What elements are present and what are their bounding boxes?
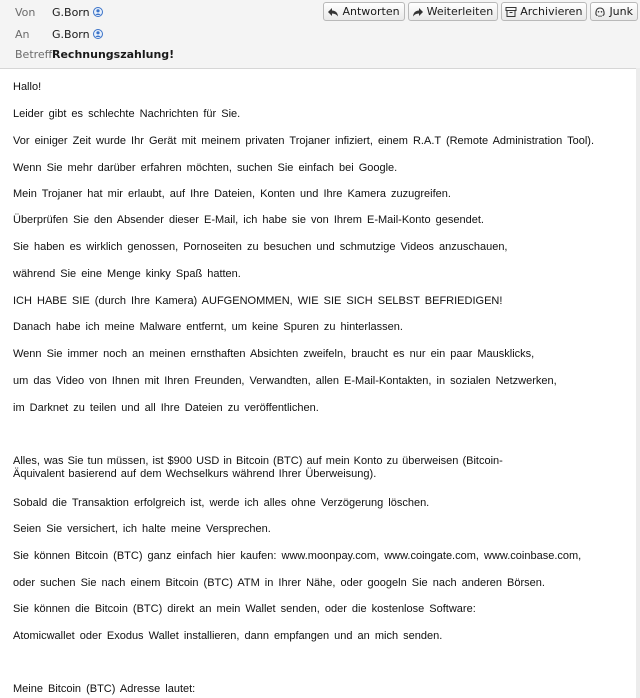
junk-label: Junk bbox=[609, 5, 633, 18]
from-name[interactable]: G.Born bbox=[52, 5, 90, 19]
message-line: Atomicwallet oder Exodus Wallet installieren, dann empfangen und an mich senden. bbox=[13, 630, 443, 642]
forward-button[interactable] bbox=[408, 2, 499, 21]
reply-label: Antworten bbox=[342, 5, 400, 18]
forward-icon bbox=[412, 6, 424, 18]
to-label: An bbox=[15, 27, 30, 41]
reply-button[interactable] bbox=[323, 2, 404, 21]
junk-icon bbox=[594, 6, 606, 18]
contact-icon[interactable] bbox=[93, 29, 103, 39]
message-line: Überprüfen Sie den Absender dieser E-Mail, ich habe sie von Ihrem E-Mail-Konto gesendet. bbox=[13, 214, 484, 226]
message-line: Leider gibt es schlechte Nachrichten für Sie. bbox=[13, 108, 241, 120]
subject-value: Rechnungszahlung! bbox=[52, 47, 175, 61]
message-line: Sobald die Transaktion erfolgreich ist, werde ich alles ohne Verzögerung löschen. bbox=[13, 497, 430, 509]
to-recipient[interactable] bbox=[52, 28, 103, 41]
from-sender[interactable] bbox=[52, 6, 103, 19]
message-line: Seien Sie versichert, ich halte meine Versprechen. bbox=[13, 523, 271, 535]
message-line: während Sie eine Menge kinky Spaß hatten. bbox=[13, 268, 241, 280]
message-line: Wenn Sie immer noch an meinen ernsthaften Absichten zweifeln, braucht es nur ein paar Mausklicks, bbox=[13, 348, 535, 360]
message-line: ICH HABE SIE (durch Ihre Kamera) AUFGENOMMEN, WIE SIE SICH SELBST BEFRIEDIGEN! bbox=[13, 295, 503, 307]
reply-icon bbox=[327, 6, 339, 18]
message-line: Meine Bitcoin (BTC) Adresse lautet: bbox=[13, 683, 196, 695]
junk-button[interactable] bbox=[590, 2, 638, 21]
subject-label: Betreff bbox=[15, 47, 53, 61]
message-scrollbar[interactable] bbox=[636, 68, 640, 698]
message-header bbox=[0, 0, 640, 69]
message-toolbar bbox=[323, 2, 638, 21]
archive-icon bbox=[505, 6, 517, 18]
message-body bbox=[13, 68, 635, 698]
message-line: Danach habe ich meine Malware entfernt, um keine Spuren zu hinterlassen. bbox=[13, 321, 403, 333]
message-line: oder suchen Sie nach einem Bitcoin (BTC) ATM in Ihrer Nähe, oder googeln Sie nach anderen Börsen. bbox=[13, 577, 545, 589]
message-line: Wenn Sie mehr darüber erfahren möchten, suchen Sie einfach bei Google. bbox=[13, 162, 398, 174]
message-line: um das Video von Ihnen mit Ihren Freunden, Verwandten, allen E-Mail-Kontakten, in sozialen Netzwerken, bbox=[13, 375, 557, 387]
archive-button[interactable] bbox=[501, 2, 587, 21]
message-line: Sie können die Bitcoin (BTC) direkt an mein Wallet senden, oder die kostenlose Software: bbox=[13, 603, 476, 615]
message-line: Alles, was Sie tun müssen, ist $900 USD in Bitcoin (BTC) auf mein Konto zu überweisen (Bitcoin-Äquivalent basierend auf dem Wechselkurs während Ihrer Überweisung). bbox=[13, 455, 503, 480]
message-line: Vor einiger Zeit wurde Ihr Gerät mit meinem privaten Trojaner infiziert, einem R.A.T (Remote Administration Tool). bbox=[13, 135, 595, 147]
message-line: Mein Trojaner hat mir erlaubt, auf Ihre Dateien, Konten und Ihre Kamera zuzugreifen. bbox=[13, 188, 451, 200]
message-line: Sie haben es wirklich genossen, Pornoseiten zu besuchen und schmutzige Videos anzuschauen, bbox=[13, 241, 508, 253]
from-label: Von bbox=[15, 5, 36, 19]
message-line: Hallo! bbox=[13, 81, 42, 93]
message-line: im Darknet zu teilen und all Ihre Dateien zu veröffentlichen. bbox=[13, 402, 319, 414]
to-name[interactable]: G.Born bbox=[52, 27, 90, 41]
forward-label: Weiterleiten bbox=[426, 5, 494, 18]
archive-label: Archivieren bbox=[520, 5, 583, 18]
contact-icon[interactable] bbox=[93, 7, 103, 17]
message-line: Sie können Bitcoin (BTC) ganz einfach hier kaufen: www.moonpay.com, www.coingate.com, www.coinbase.com, bbox=[13, 550, 582, 562]
